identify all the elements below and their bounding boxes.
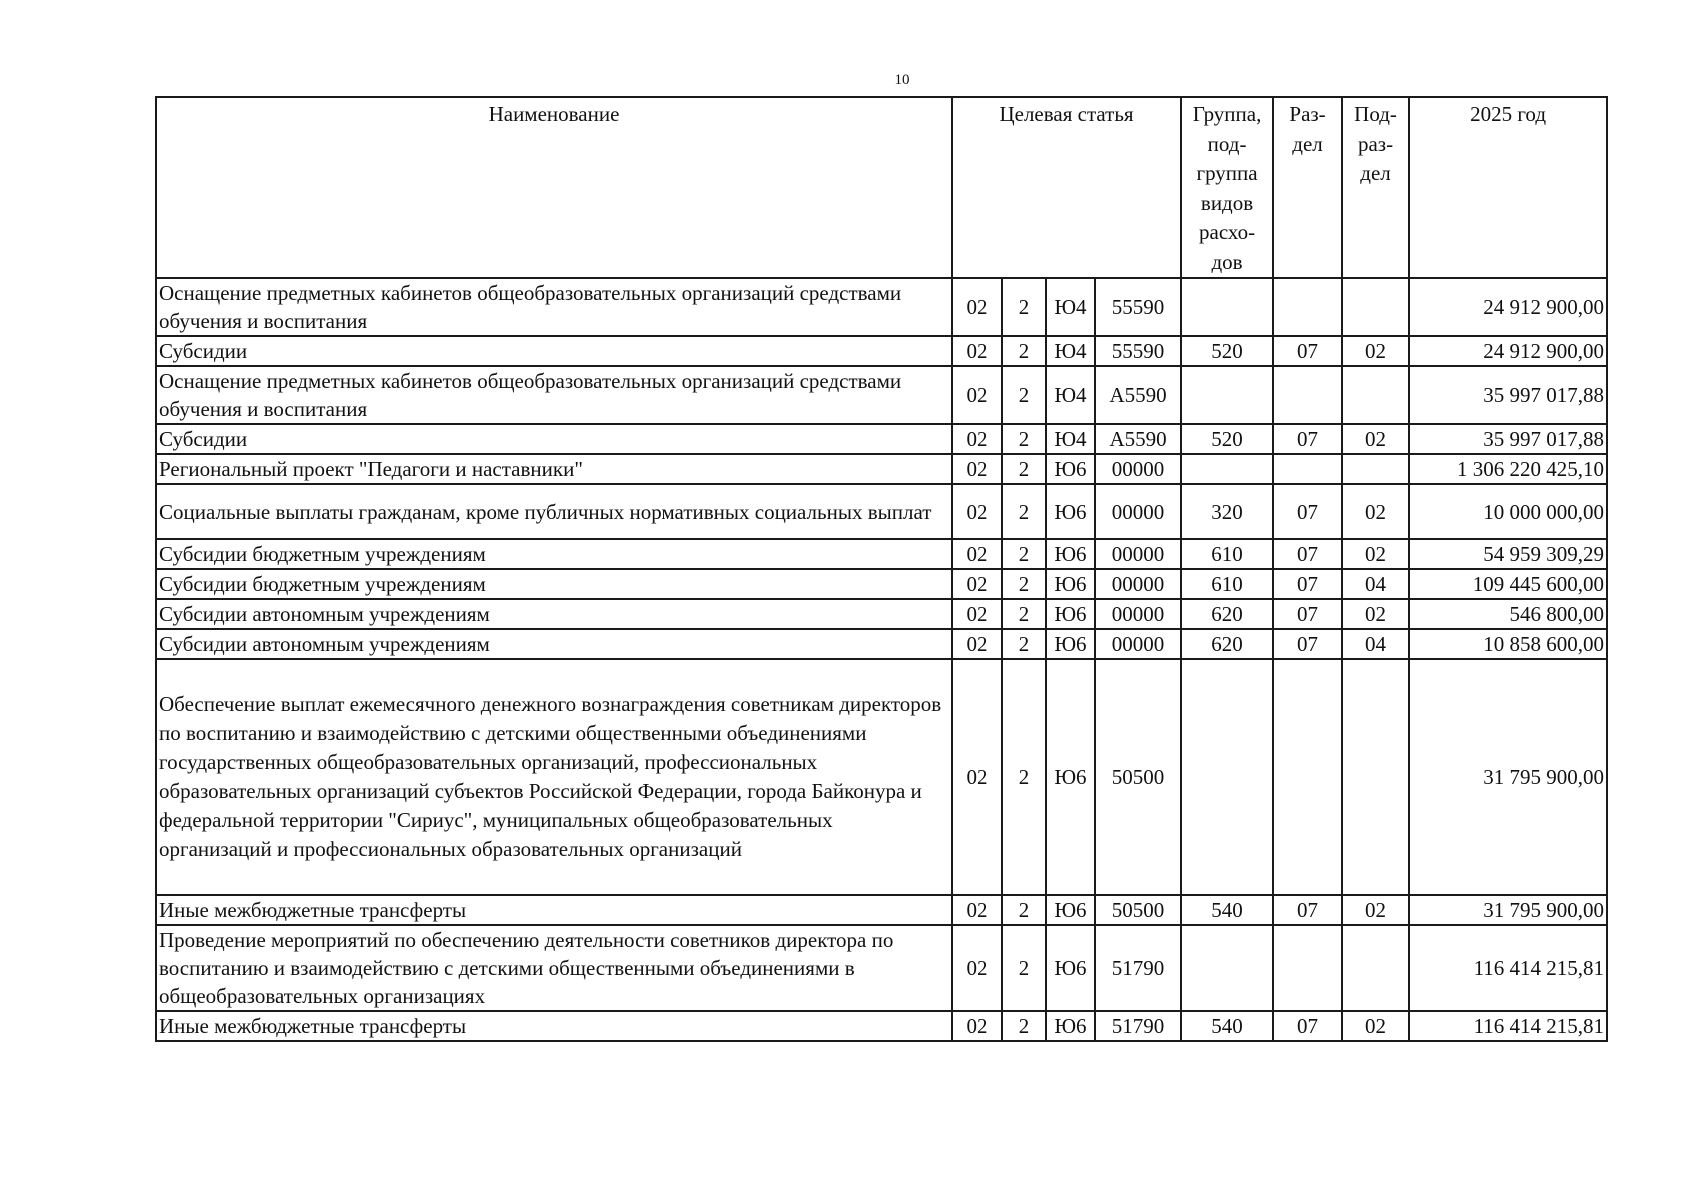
target-project: Ю4 xyxy=(1046,278,1095,336)
section xyxy=(1273,278,1342,336)
amount-2025: 109 445 600,00 xyxy=(1409,569,1607,599)
section xyxy=(1273,366,1342,424)
amount-2025: 54 959 309,29 xyxy=(1409,539,1607,569)
page-number: 10 xyxy=(894,72,910,88)
target-direction: 55590 xyxy=(1095,278,1181,336)
target-subprogram: 2 xyxy=(1002,1011,1046,1041)
table-header-row xyxy=(156,97,1607,278)
target-project: Ю6 xyxy=(1046,569,1095,599)
header-expense-group: Группа, под- группа видов расхо- дов xyxy=(1181,97,1273,278)
target-project: Ю4 xyxy=(1046,336,1095,366)
subsection: 02 xyxy=(1342,539,1409,569)
subsection xyxy=(1342,925,1409,1011)
amount-2025: 35 997 017,88 xyxy=(1409,366,1607,424)
target-project: Ю6 xyxy=(1046,484,1095,539)
target-subprogram: 2 xyxy=(1002,278,1046,336)
target-project: Ю4 xyxy=(1046,366,1095,424)
target-subprogram: 2 xyxy=(1002,569,1046,599)
target-program: 02 xyxy=(952,484,1002,539)
section: 07 xyxy=(1273,539,1342,569)
target-project: Ю6 xyxy=(1046,925,1095,1011)
target-direction: 51790 xyxy=(1095,1011,1181,1041)
expense-group: 540 xyxy=(1181,1011,1273,1041)
row-name: Проведение мероприятий по обеспечению деятельности советников директора по воспитанию и взаимодействию с детскими общественными объединениями в общеобразовательных организациях xyxy=(156,925,952,1011)
table-row xyxy=(156,659,1607,895)
row-name: Обеспечение выплат ежемесячного денежного вознаграждения советникам директоров по воспитанию и взаимодействию с детскими общественными объединениями государственных общеобразовательных организаций, профессиональных образовательных организаций субъектов Российской Федерации, города Байконура и федеральной территории "Сириус", муниципальных общеобразовательных организаций и профессиональных образовательных организаций xyxy=(156,659,952,895)
amount-2025: 10 000 000,00 xyxy=(1409,484,1607,539)
row-name: Субсидии xyxy=(156,336,952,366)
target-project: Ю4 xyxy=(1046,424,1095,454)
section: 07 xyxy=(1273,629,1342,659)
table-row xyxy=(156,366,1607,424)
header-section: Раз- дел xyxy=(1273,97,1342,278)
table-row xyxy=(156,278,1607,336)
expense-group: 520 xyxy=(1181,336,1273,366)
amount-2025: 116 414 215,81 xyxy=(1409,925,1607,1011)
target-direction: 00000 xyxy=(1095,484,1181,539)
target-program: 02 xyxy=(952,539,1002,569)
subsection xyxy=(1342,278,1409,336)
row-name: Иные межбюджетные трансферты xyxy=(156,1011,952,1041)
target-project: Ю6 xyxy=(1046,454,1095,484)
target-program: 02 xyxy=(952,569,1002,599)
header-year-2025: 2025 год xyxy=(1409,97,1607,278)
subsection xyxy=(1342,659,1409,895)
row-name: Региональный проект "Педагоги и наставники" xyxy=(156,454,952,484)
target-project: Ю6 xyxy=(1046,539,1095,569)
expense-group xyxy=(1181,925,1273,1011)
target-program: 02 xyxy=(952,659,1002,895)
target-subprogram: 2 xyxy=(1002,424,1046,454)
amount-2025: 116 414 215,81 xyxy=(1409,1011,1607,1041)
table-row xyxy=(156,569,1607,599)
expense-group: 540 xyxy=(1181,895,1273,925)
amount-2025: 24 912 900,00 xyxy=(1409,278,1607,336)
amount-2025: 546 800,00 xyxy=(1409,599,1607,629)
target-direction: 00000 xyxy=(1095,599,1181,629)
amount-2025: 31 795 900,00 xyxy=(1409,659,1607,895)
table-row xyxy=(156,539,1607,569)
target-program: 02 xyxy=(952,599,1002,629)
table-row xyxy=(156,1011,1607,1041)
subsection xyxy=(1342,366,1409,424)
target-direction: 00000 xyxy=(1095,454,1181,484)
amount-2025: 24 912 900,00 xyxy=(1409,336,1607,366)
amount-2025: 35 997 017,88 xyxy=(1409,424,1607,454)
target-subprogram: 2 xyxy=(1002,454,1046,484)
amount-2025: 1 306 220 425,10 xyxy=(1409,454,1607,484)
target-subprogram: 2 xyxy=(1002,629,1046,659)
header-target-article: Целевая статья xyxy=(952,97,1181,278)
target-direction: 50500 xyxy=(1095,659,1181,895)
target-program: 02 xyxy=(952,366,1002,424)
target-subprogram: 2 xyxy=(1002,366,1046,424)
row-name: Субсидии бюджетным учреждениям xyxy=(156,569,952,599)
target-program: 02 xyxy=(952,1011,1002,1041)
expense-group xyxy=(1181,366,1273,424)
table-row xyxy=(156,599,1607,629)
target-direction: 55590 xyxy=(1095,336,1181,366)
subsection: 02 xyxy=(1342,484,1409,539)
row-name: Социальные выплаты гражданам, кроме публичных нормативных социальных выплат xyxy=(156,484,952,539)
table-row xyxy=(156,454,1607,484)
table-row xyxy=(156,336,1607,366)
subsection: 02 xyxy=(1342,336,1409,366)
table-row xyxy=(156,424,1607,454)
target-project: Ю6 xyxy=(1046,1011,1095,1041)
target-direction: 00000 xyxy=(1095,629,1181,659)
target-project: Ю6 xyxy=(1046,659,1095,895)
table-body xyxy=(156,278,1607,1041)
row-name: Субсидии автономным учреждениям xyxy=(156,599,952,629)
target-program: 02 xyxy=(952,925,1002,1011)
row-name: Иные межбюджетные трансферты xyxy=(156,895,952,925)
target-project: Ю6 xyxy=(1046,895,1095,925)
target-subprogram: 2 xyxy=(1002,484,1046,539)
target-direction: 51790 xyxy=(1095,925,1181,1011)
subsection: 04 xyxy=(1342,569,1409,599)
expense-group xyxy=(1181,659,1273,895)
header-name: Наименование xyxy=(156,97,952,278)
target-project: Ю6 xyxy=(1046,599,1095,629)
table-row xyxy=(156,629,1607,659)
target-program: 02 xyxy=(952,336,1002,366)
section: 07 xyxy=(1273,599,1342,629)
section: 07 xyxy=(1273,424,1342,454)
subsection: 04 xyxy=(1342,629,1409,659)
row-name: Субсидии xyxy=(156,424,952,454)
table-row xyxy=(156,484,1607,539)
section: 07 xyxy=(1273,1011,1342,1041)
target-subprogram: 2 xyxy=(1002,539,1046,569)
expense-group xyxy=(1181,454,1273,484)
target-program: 02 xyxy=(952,424,1002,454)
amount-2025: 31 795 900,00 xyxy=(1409,895,1607,925)
expense-group: 620 xyxy=(1181,629,1273,659)
subsection: 02 xyxy=(1342,424,1409,454)
target-project: Ю6 xyxy=(1046,629,1095,659)
target-subprogram: 2 xyxy=(1002,599,1046,629)
target-subprogram: 2 xyxy=(1002,895,1046,925)
target-subprogram: 2 xyxy=(1002,336,1046,366)
target-program: 02 xyxy=(952,895,1002,925)
subsection: 02 xyxy=(1342,599,1409,629)
subsection: 02 xyxy=(1342,895,1409,925)
expense-group: 320 xyxy=(1181,484,1273,539)
section: 07 xyxy=(1273,336,1342,366)
expense-group: 520 xyxy=(1181,424,1273,454)
row-name: Оснащение предметных кабинетов общеобразовательных организаций средствами обучения и воспитания xyxy=(156,366,952,424)
subsection: 02 xyxy=(1342,1011,1409,1041)
row-name: Субсидии бюджетным учреждениям xyxy=(156,539,952,569)
amount-2025: 10 858 600,00 xyxy=(1409,629,1607,659)
section xyxy=(1273,659,1342,895)
section: 07 xyxy=(1273,895,1342,925)
expense-group xyxy=(1181,278,1273,336)
header-subsection: Под- раз- дел xyxy=(1342,97,1409,278)
target-program: 02 xyxy=(952,454,1002,484)
target-program: 02 xyxy=(952,629,1002,659)
expense-group: 610 xyxy=(1181,569,1273,599)
target-program: 02 xyxy=(952,278,1002,336)
section: 07 xyxy=(1273,569,1342,599)
row-name: Субсидии автономным учреждениям xyxy=(156,629,952,659)
target-direction: А5590 xyxy=(1095,366,1181,424)
section: 07 xyxy=(1273,484,1342,539)
budget-table xyxy=(155,96,1608,1042)
row-name: Оснащение предметных кабинетов общеобразовательных организаций средствами обучения и воспитания xyxy=(156,278,952,336)
target-direction: 00000 xyxy=(1095,569,1181,599)
table-row xyxy=(156,895,1607,925)
expense-group: 610 xyxy=(1181,539,1273,569)
target-subprogram: 2 xyxy=(1002,659,1046,895)
table-row xyxy=(156,925,1607,1011)
target-direction: 00000 xyxy=(1095,539,1181,569)
section xyxy=(1273,925,1342,1011)
target-direction: А5590 xyxy=(1095,424,1181,454)
target-subprogram: 2 xyxy=(1002,925,1046,1011)
expense-group: 620 xyxy=(1181,599,1273,629)
target-direction: 50500 xyxy=(1095,895,1181,925)
section xyxy=(1273,454,1342,484)
subsection xyxy=(1342,454,1409,484)
